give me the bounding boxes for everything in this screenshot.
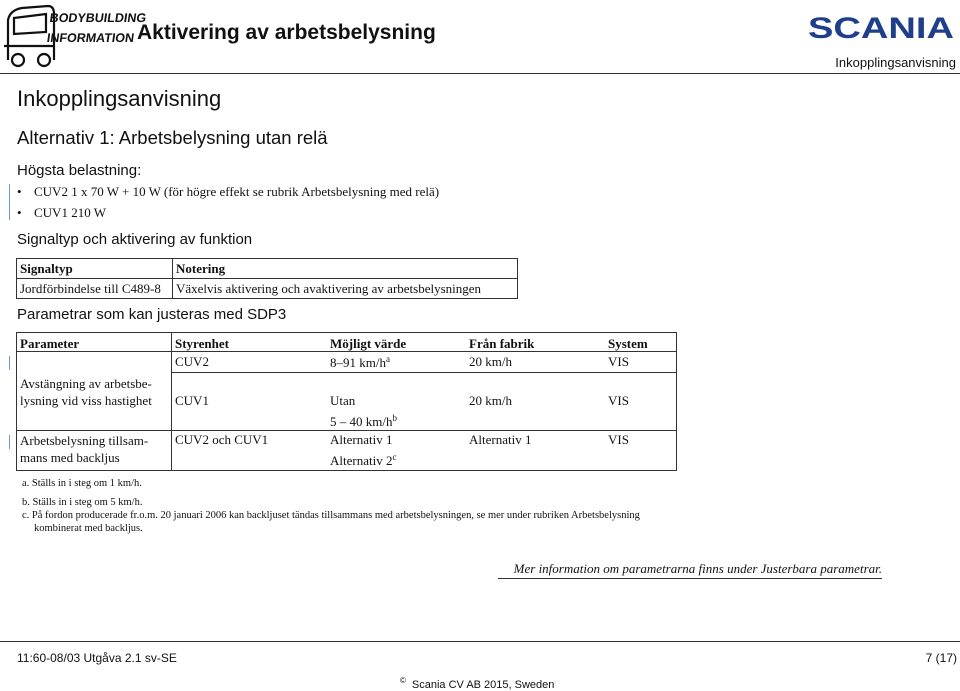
column-header-factory-setting: Från fabrik — [469, 336, 535, 351]
column-header-note: Notering — [173, 259, 518, 279]
logo-text-line1: BODYBUILDING — [48, 11, 148, 25]
revision-bar — [9, 356, 10, 370]
table-cell-value: Alternativ 2$^c$ — [330, 452, 397, 468]
table-cell-system: VIS — [608, 432, 629, 447]
table-cell-unit: CUV2 och CUV1 — [175, 432, 269, 447]
max-load-heading: Högsta belastning: — [17, 162, 142, 179]
table-cell: Växelvis aktivering och avaktivering av arbetsbelysningen — [173, 279, 518, 299]
table-cell-factory: 20 km/h — [469, 393, 512, 408]
more-info-link-text: Mer information om parametrarna finns under Justerbara parametrar. — [513, 561, 882, 576]
main-heading: Inkopplingsanvisning — [17, 86, 222, 111]
scania-wordmark: SCANIA — [808, 12, 954, 45]
table-divider — [171, 333, 172, 470]
table-cell-system: VIS — [608, 393, 629, 408]
copyright: © Scania CV AB 2015, Sweden — [400, 676, 555, 691]
table-cell-parameter: Avstängning av arbetsbe- lysning vid viss hastighet — [20, 376, 152, 408]
footer-divider — [0, 641, 960, 642]
table-cell-unit: CUV2 — [175, 354, 209, 369]
table-cell-unit: CUV1 — [175, 393, 209, 408]
table-header-row — [17, 259, 518, 279]
bodybuilding-information-logo — [2, 2, 148, 68]
copyright-symbol: © — [400, 676, 406, 685]
table-cell-system: VIS — [608, 354, 629, 369]
table-cell-parameter: Arbetsbelysning tillsam- mans med backljus — [20, 433, 149, 465]
footnotes — [22, 477, 640, 535]
table-row — [17, 279, 518, 299]
table-cell-value: Utan — [330, 393, 356, 408]
bullet-icon: • — [17, 184, 22, 199]
parameters-heading: Parametrar som kan justeras med SDP3 — [17, 306, 287, 323]
signal-type-table — [16, 258, 518, 299]
logo-text-line2: INFORMATION — [45, 31, 136, 45]
page-number: 7 (17) — [925, 651, 957, 665]
revision-bar — [9, 435, 10, 449]
bullet-icon: • — [17, 205, 22, 220]
footnote-a: a. Ställs in i steg om 1 km/h. — [22, 478, 142, 489]
table-cell-value: Alternativ 1 — [330, 432, 393, 447]
table-divider — [17, 430, 676, 431]
table-divider — [171, 372, 676, 373]
table-cell-value: 8–91 $km/h^a$ — [330, 354, 390, 370]
footnote-b: b. Ställs in i steg om 5 km/h. — [22, 497, 143, 508]
list-item: • CUV2 1 x 70 W + 10 W (för högre effekt se rubrik Arbetsbelysning med relä) — [17, 181, 439, 202]
alternative-heading: Alternativ 1: Arbetsbelysning utan relä — [17, 127, 328, 148]
signal-type-heading: Signaltyp och aktivering av funktion — [17, 231, 253, 248]
header-divider — [0, 73, 960, 74]
more-info-underline — [498, 578, 882, 579]
column-header-signal-type: Signaltyp — [17, 259, 173, 279]
table-divider — [17, 351, 676, 352]
column-header-possible-value: Möjligt värde — [330, 336, 407, 351]
column-header-system: System — [608, 336, 648, 351]
list-item: • CUV1 210 W — [17, 202, 439, 223]
footnote-c-continued: kombinerat med backljus. — [34, 523, 143, 534]
document-title: Aktivering av arbetsbelysning — [137, 21, 436, 44]
document-id: 11:60-08/03 Utgåva 2.1 sv-SE — [17, 651, 177, 665]
column-header-parameter: Parameter — [20, 336, 80, 351]
revision-bar — [9, 184, 10, 220]
footnote-c: c. På fordon producerade fr.o.m. 20 januari 2006 kan backljuset tändas tillsammans med arbetsbelysningen, se mer under rubriken Arbetsbelysning — [22, 510, 640, 521]
max-load-list — [17, 181, 439, 223]
column-header-control-unit: Styrenhet — [175, 336, 229, 351]
table-cell-value: 5 – 40 $km/h^b$ — [330, 413, 397, 429]
table-cell: Jordförbindelse till C489-8 — [17, 279, 173, 299]
header-section-label: Inkopplingsanvisning — [835, 55, 956, 70]
parameters-table — [16, 332, 677, 471]
table-cell-factory: Alternativ 1 — [469, 432, 532, 447]
scania-logo — [806, 12, 956, 45]
table-cell-factory: 20 km/h — [469, 354, 512, 369]
